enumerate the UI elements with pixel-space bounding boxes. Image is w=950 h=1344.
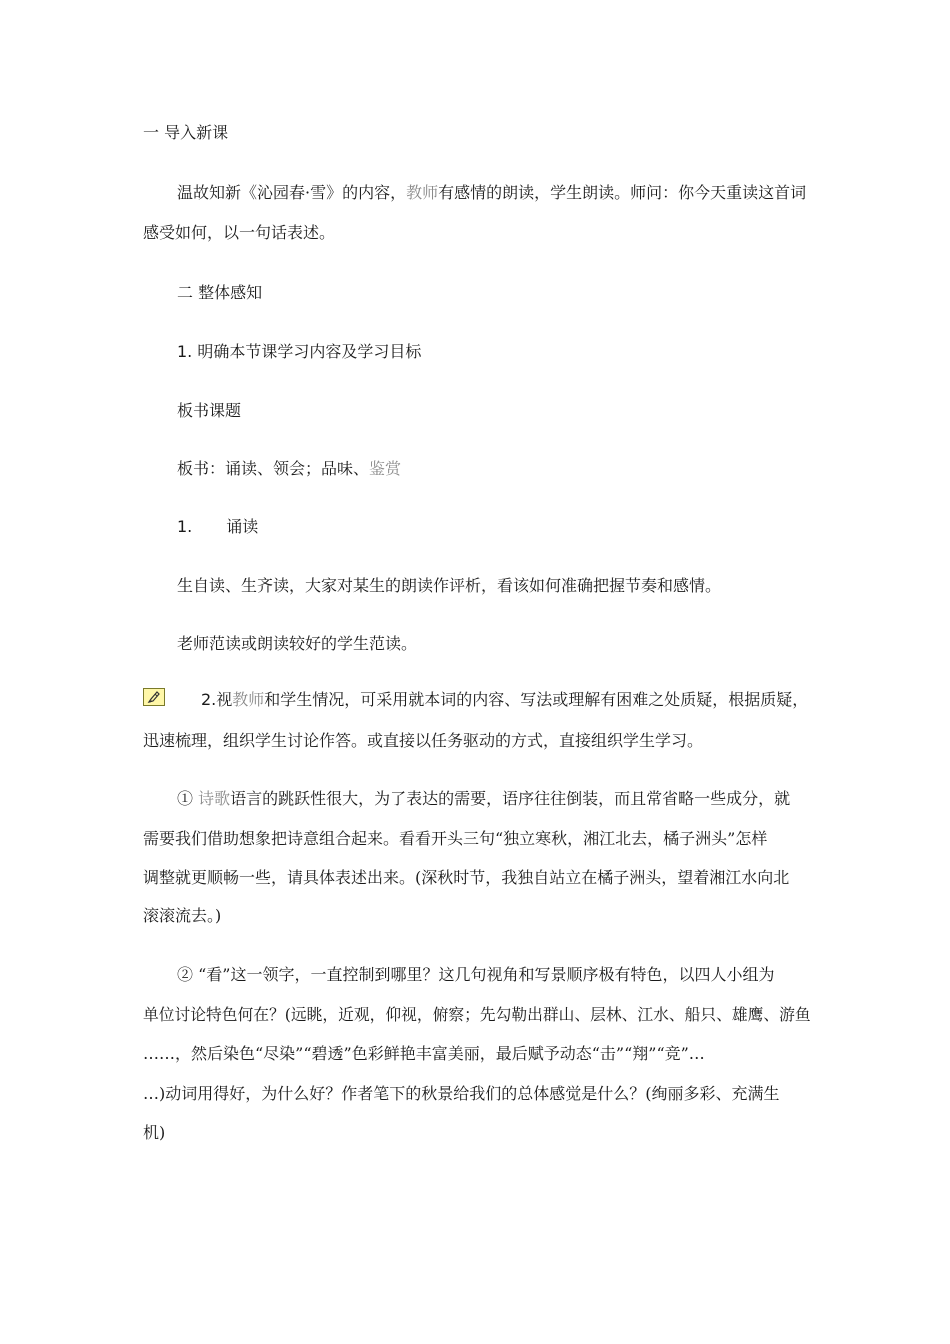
text: 老师范读或朗读较好的学生范读。 — [177, 634, 418, 653]
question-1-line1 — [177, 789, 790, 809]
text: 滚滚流去。) — [143, 906, 222, 925]
text: 生自读、生齐读，大家对某生的朗读作评析，看该如何准确把握节奏和感情。 — [177, 576, 722, 595]
text: 明确本节课学习内容及学习目标 — [197, 342, 422, 361]
text: 温故知新《沁园春·雪》的内容， — [177, 183, 407, 202]
text: 有感情的朗读，学生朗读。师问：你今天重读这首词 — [438, 183, 807, 202]
text: 板书：诵读、领会；品味、 — [177, 459, 370, 478]
question-2-line3 — [143, 1044, 705, 1064]
question-2-line2 — [143, 1005, 811, 1025]
reading-line-2 — [177, 634, 417, 654]
list-number: 1. — [177, 342, 193, 361]
question-1-line2 — [143, 829, 767, 849]
text: 诵读 — [226, 517, 259, 536]
sub-item-1 — [177, 517, 258, 537]
text: 视 — [216, 690, 233, 709]
text: 需要我们借助想象把诗意组合起来。看看开头三句“独立寒秋，湘江北去，橘子洲头”怎样 — [143, 829, 768, 848]
text: 和学生情况，可采用就本词的内容、写法或理解有困难之处质疑，根据质疑， — [264, 690, 809, 709]
board-title — [177, 401, 241, 421]
heading-text: 一 导入新课 — [143, 123, 229, 142]
paragraph-intro-line2 — [143, 223, 335, 243]
question-2-line1 — [177, 965, 774, 985]
question-1-line3 — [143, 868, 789, 888]
keyword-link[interactable]: 诗歌 — [198, 789, 231, 808]
question-mark: ① — [177, 789, 194, 808]
list-number: 2. — [201, 690, 217, 709]
heading-text: 二 整体感知 — [177, 283, 263, 302]
text: ……，然后染色“尽染”“碧透”色彩鲜艳丰富美丽，最后赋予动态“击”“翔”“竞”… — [143, 1044, 705, 1063]
keyword-link[interactable]: 教师 — [232, 690, 265, 709]
question-2-line4 — [143, 1084, 780, 1104]
text: 单位讨论特色何在？(远眺，近观，仰视，俯察；先勾勒出群山、层林、江水、船只、雄鹰、游鱼 — [143, 1005, 811, 1024]
text: 迅速梳理，组织学生讨论作答。或直接以任务驱动的方式，直接组织学生学习。 — [143, 731, 704, 750]
list-number: 1. — [177, 517, 193, 536]
reading-line-1 — [177, 576, 721, 596]
list-item-1 — [177, 342, 421, 362]
comment-note-icon[interactable] — [143, 688, 165, 706]
question-1-line4 — [143, 906, 221, 926]
keyword-link[interactable]: 鉴赏 — [369, 459, 402, 478]
section-heading-intro — [143, 123, 228, 143]
text: 语言的跳跃性很大，为了表达的需要，语序往往倒装，而且常省略一些成分，就 — [230, 789, 791, 808]
section-heading-overall — [177, 283, 262, 303]
text: 机) — [143, 1123, 166, 1142]
list-item-2-line1 — [201, 690, 808, 710]
text: 板书课题 — [177, 401, 242, 420]
question-2-line5 — [143, 1123, 165, 1143]
text: ② “看”这一领字，一直控制到哪里？这几句视角和写景顺序极有特色，以四人小组为 — [177, 965, 775, 984]
list-item-2-line2 — [143, 731, 703, 751]
board-content — [177, 459, 401, 479]
text: …)动词用得好，为什么好？作者笔下的秋景给我们的总体感觉是什么？(绚丽多彩、充满生 — [143, 1084, 780, 1103]
keyword-link[interactable]: 教师 — [406, 183, 439, 202]
text: 调整就更顺畅一些，请具体表述出来。(深秋时节，我独自站立在橘子洲头，望着湘江水向北 — [143, 868, 790, 887]
text: 感受如何，以一句话表述。 — [143, 223, 336, 242]
paragraph-intro-line1 — [177, 183, 806, 203]
